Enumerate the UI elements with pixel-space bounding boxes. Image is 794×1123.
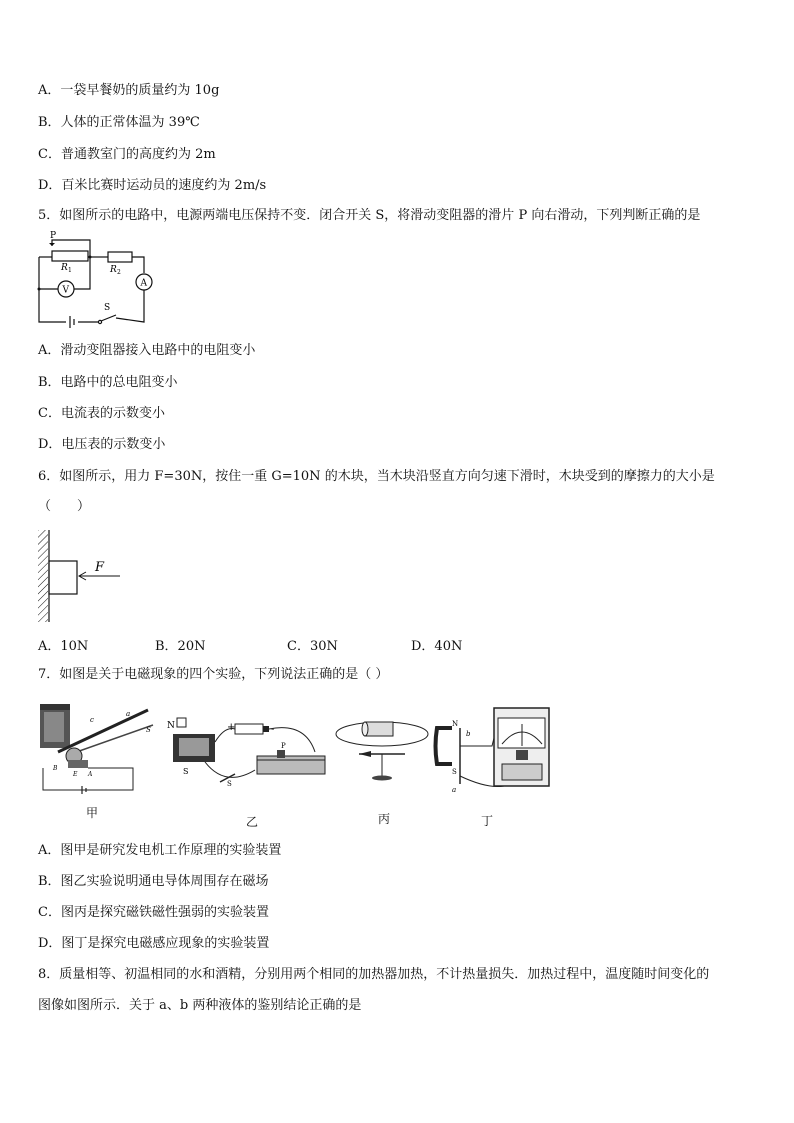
- q7-option-d: D．图丁是探究电磁感应现象的实验装置: [38, 936, 270, 951]
- svg-text:+: +: [227, 722, 236, 733]
- q8-stem-line2: 图像如图所示．关于 a、b 两种液体的鉴别结论正确的是: [38, 998, 362, 1013]
- q7-stem: 7．如图是关于电磁现象的四个实验，下列说法正确的是（ ）: [38, 667, 389, 682]
- q7-figure-yi-apparatus: [165, 712, 330, 797]
- svg-text:S: S: [146, 726, 151, 734]
- q5-option-b: B．电路中的总电阻变小: [38, 375, 178, 390]
- q8-stem-line1: 8．质量相等、初温相同的水和酒精，分别用两个相同的加热器加热，不计热量损失．加热过程中，温度随时间变化的: [38, 967, 710, 982]
- q4-option-b: B．人体的正常体温为 39℃: [38, 115, 200, 130]
- svg-text:N: N: [452, 720, 459, 728]
- q5-voltmeter-label: V: [62, 285, 69, 296]
- q7-option-c: C．图丙是探究磁铁磁性强弱的实验装置: [38, 905, 269, 920]
- q7-figure-ding-apparatus: [432, 706, 557, 796]
- q6-wall-block-diagram: [38, 530, 128, 626]
- q5-label-r2: R: [110, 265, 117, 275]
- q7-figure-jia-apparatus: [38, 700, 158, 795]
- q7-figure-bing-apparatus: [335, 712, 435, 797]
- q6-option-a: A．10N: [38, 639, 89, 654]
- q7-figure-label-ding: 丁: [481, 814, 494, 828]
- q5-label-r1: R: [61, 263, 68, 273]
- q7-figure-label-bing: 丙: [378, 812, 391, 826]
- q7-figure-label-yi: 乙: [246, 815, 259, 829]
- q4-option-c: C．普通教室门的高度约为 2m: [38, 147, 216, 162]
- svg-text:N: N: [167, 721, 175, 731]
- q5-label-r2-sub: 2: [117, 269, 121, 276]
- svg-text:S: S: [227, 780, 232, 788]
- q5-circuit-diagram: [36, 232, 156, 328]
- q5-option-a: A．滑动变阻器接入电路中的电阻变小: [38, 343, 256, 358]
- q6-option-d: D．40N: [411, 639, 463, 654]
- svg-text:c: c: [90, 716, 94, 724]
- svg-text:B: B: [53, 765, 58, 772]
- svg-text:a: a: [452, 786, 457, 794]
- svg-text:b: b: [466, 730, 471, 738]
- svg-text:E: E: [73, 771, 78, 778]
- q5-label-r1-sub: 1: [68, 267, 72, 274]
- q4-option-d: D．百米比赛时运动员的速度约为 2m/s: [38, 178, 267, 193]
- q6-stem: 6．如图所示，用力 F=30N，按住一重 G=10N 的木块，当木块沿竖直方向匀速下滑时，木块受到的摩擦力的大小是: [38, 469, 715, 484]
- q7-option-a: A．图甲是研究发电机工作原理的实验装置: [38, 843, 282, 858]
- svg-text:a: a: [126, 710, 131, 718]
- svg-text:A: A: [88, 771, 93, 778]
- q7-figure-label-jia: 甲: [86, 806, 99, 820]
- q6-option-b: B．20N: [155, 639, 206, 654]
- q7-option-b: B．图乙实验说明通电导体周围存在磁场: [38, 874, 269, 889]
- q5-option-c: C．电流表的示数变小: [38, 406, 165, 421]
- q5-switch-label: S: [104, 303, 111, 313]
- q5-label-p: P: [50, 231, 57, 241]
- svg-text:S: S: [452, 768, 457, 776]
- q5-ammeter-label: A: [140, 278, 147, 289]
- q5-stem: 5．如图所示的电路中，电源两端电压保持不变．闭合开关 S，将滑动变阻器的滑片 P 向右滑动，下列判断正确的是: [38, 208, 701, 223]
- q6-option-c: C．30N: [287, 639, 338, 654]
- q6-answer-bracket: （ ）: [38, 499, 91, 514]
- q5-option-d: D．电压表的示数变小: [38, 437, 166, 452]
- svg-text:-: -: [271, 724, 275, 735]
- q6-options-row: [38, 635, 518, 654]
- q6-force-label: F: [95, 560, 105, 575]
- svg-text:S: S: [183, 767, 189, 776]
- svg-text:P: P: [281, 742, 286, 750]
- q4-option-a: A．一袋早餐奶的质量约为 10g: [38, 83, 220, 98]
